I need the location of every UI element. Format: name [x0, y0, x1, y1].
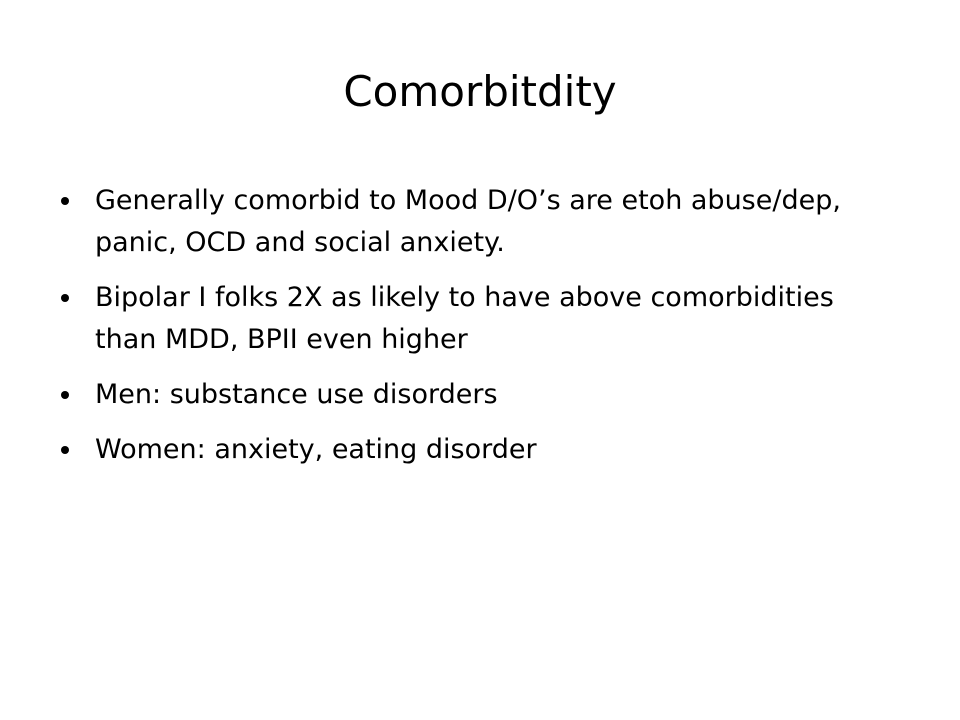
bullet-item [48, 277, 888, 361]
bullet-dot-icon [61, 197, 69, 205]
bullet-item [48, 180, 888, 264]
bullet-dot-icon [61, 391, 69, 399]
bullet-item [48, 374, 888, 416]
bullet-dot-icon [61, 294, 69, 302]
bullet-list [48, 180, 888, 484]
bullet-dot-icon [61, 446, 69, 454]
bullet-item [48, 429, 888, 471]
bullet-text: Women: anxiety, eating disorder [95, 434, 537, 465]
bullet-text: Men: substance use disorders [95, 379, 498, 410]
bullet-text: Bipolar I folks 2X as likely to have above comorbidities than MDD, BPII even higher [95, 282, 834, 355]
slide-title: Comorbitdity [343, 67, 617, 116]
bullet-text: Generally comorbid to Mood D/O’s are etoh abuse/dep, panic, OCD and social anxiety. [95, 185, 841, 258]
